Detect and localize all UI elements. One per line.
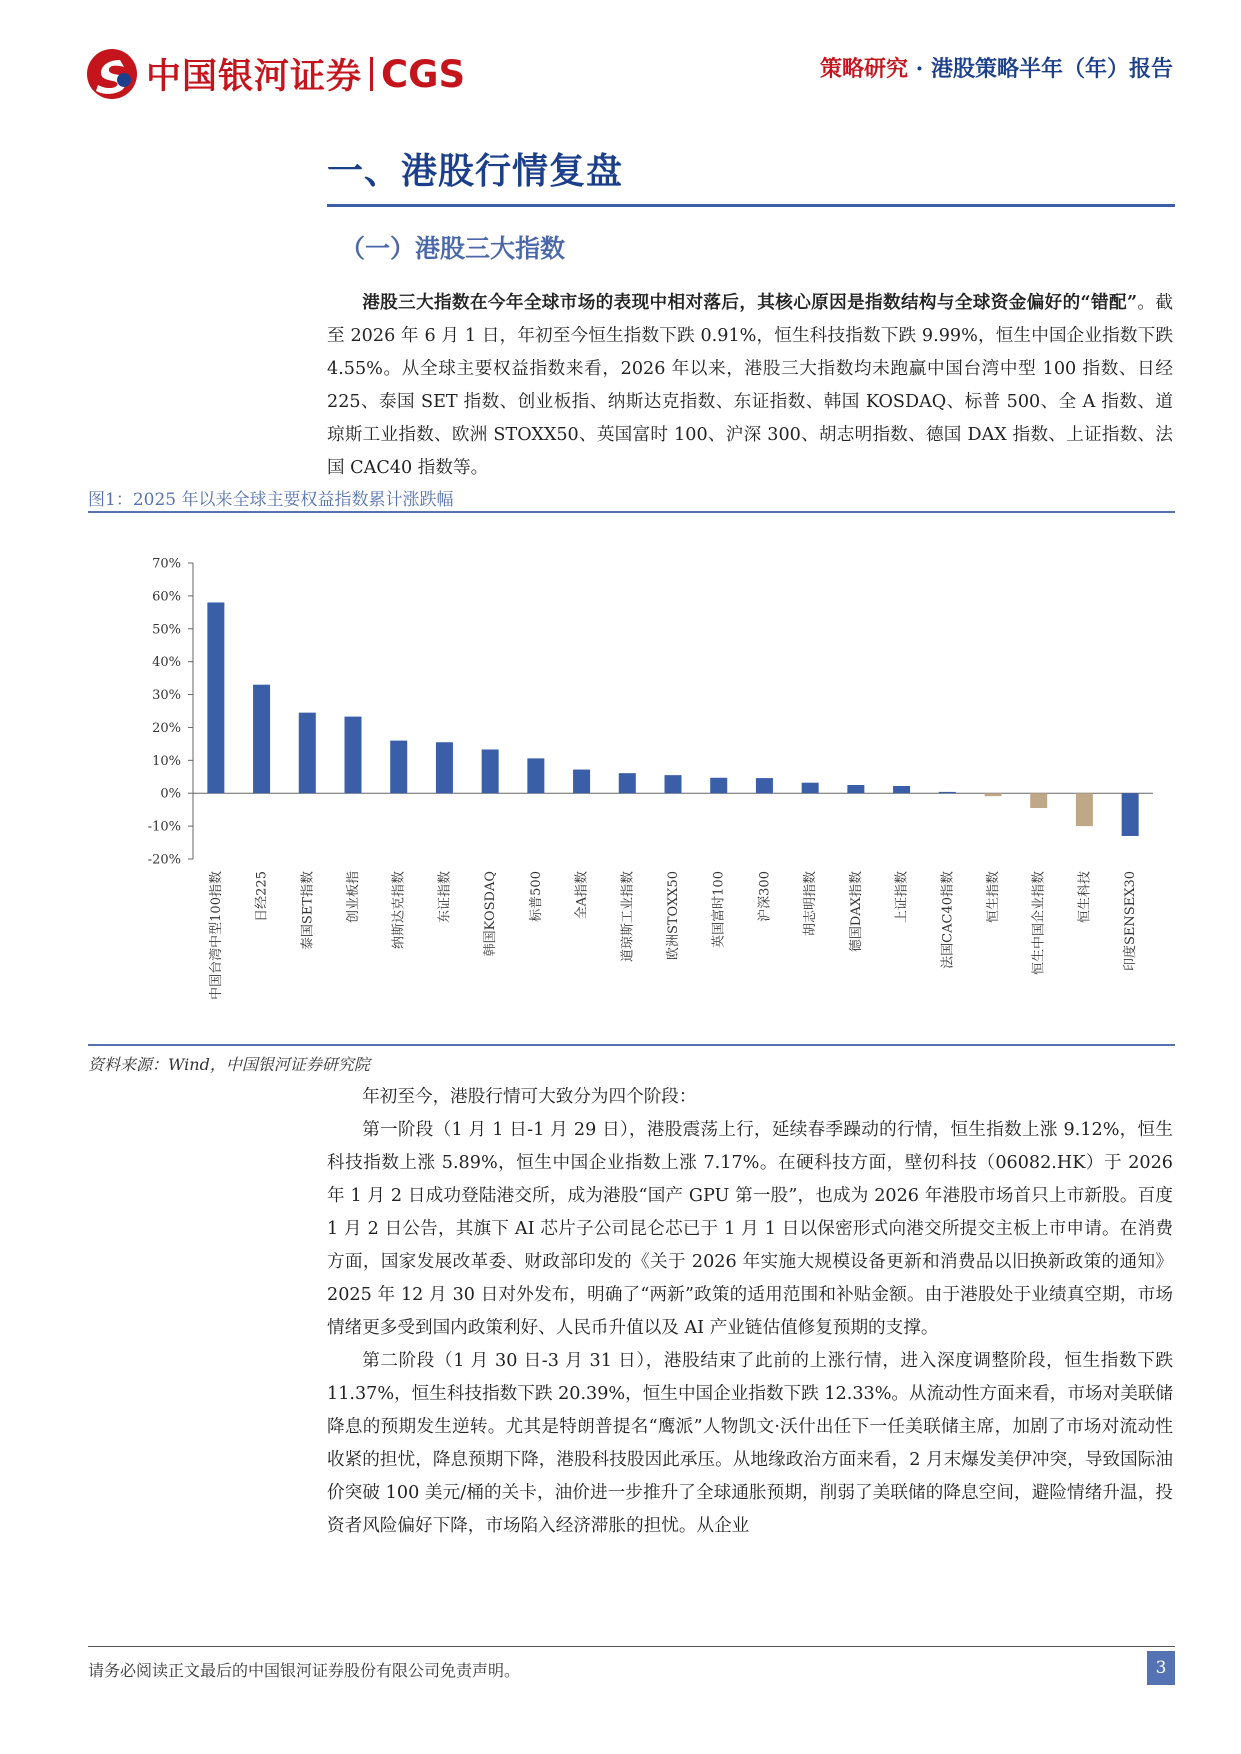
bar [893, 786, 910, 793]
report-type: 港股策略半年（年）报告 [930, 56, 1173, 82]
y-tick-label: 60% [152, 589, 181, 605]
x-tick-label: 日经225 [254, 871, 270, 922]
x-tick-label: 恒生科技 [1077, 871, 1093, 924]
intro-paragraph [327, 286, 1173, 485]
bar [1076, 793, 1093, 826]
page-number: 3 [1147, 1651, 1175, 1685]
bar [710, 778, 727, 793]
figure-source: 资料来源：Wind，中国银河证券研究院 [88, 1055, 370, 1074]
x-tick-label: 中国台湾中型100指数 [208, 871, 224, 1000]
x-tick-label: 欧洲STOXX50 [666, 871, 681, 961]
bar [253, 685, 270, 794]
x-tick-label: 全A指数 [574, 871, 590, 920]
bar [299, 713, 316, 794]
y-tick-label: 50% [152, 622, 181, 638]
bar [1030, 793, 1047, 808]
x-tick-label: 道琼斯工业指数 [620, 871, 636, 963]
intro-bold-text: 港股三大指数在今年全球市场的表现中相对落后，其核心原因是指数结构与全球资金偏好的“错配” [362, 292, 1138, 313]
x-tick-label: 纳斯达克指数 [391, 871, 407, 950]
bar [665, 775, 682, 793]
y-tick-label: 40% [152, 655, 181, 671]
bar [802, 783, 819, 794]
paragraph-stages-intro: 年初至今，港股行情可大致分为四个阶段： [362, 1087, 697, 1107]
x-tick-label: 印度SENSEX30 [1123, 871, 1139, 971]
body-text [327, 1081, 1173, 1543]
figure-bottom-rule [88, 1044, 1175, 1046]
y-tick-label: 30% [152, 688, 181, 704]
bar [482, 749, 499, 793]
bar [939, 792, 956, 793]
x-tick-label: 东证指数 [437, 871, 453, 924]
bar [619, 773, 636, 793]
logo-chinese-name: 中国银河证券 [146, 57, 363, 97]
index-performance-chart [88, 515, 1175, 1043]
y-tick-label: 70% [152, 556, 181, 572]
paragraph-stage-one: 第一阶段（1 月 1 日-1 月 29 日），港股震荡上行，延续春季躁动的行情，恒生指数上涨 9.12%，恒生科技指数上涨 5.89%，恒生中国企业指数上涨 7.17%。在硬科技方面，壁仞科技（06082.HK）于 2026 年 1 月 2 日成功登陆港交所，成为港股“国产 GPU 第一股”，也成为 2026 年港股市场首只上市新股。百度 1 月 2 日公告，其旗下 AI 芯片子公司昆仑芯已于 1 月 1 日以保密形式向港交所提交主板上市申请。在消费方面，国家发展改革委、财政部印发的《关于 2026 年实施大规模设备更新和消费品以旧换新政策的通知》2025 年 12 月 30 日对外发布，明确了“两新”政策的适用范围和补贴金额。由于港股处于业绩真空期，市场情绪更多受到国内政策利好、人民币升值以及 AI 产业链估值修复预期的支撑。 [327, 1120, 1173, 1338]
x-tick-label: 法国CAC40指数 [940, 871, 956, 969]
section-heading: 一、港股行情复盘 [327, 150, 624, 192]
paragraph-stage-two: 第二阶段（1 月 30 日-3 月 31 日），港股结束了此前的上涨行情，进入深度调整阶段，恒生指数下跌 11.37%，恒生科技指数下跌 20.39%，恒生中国企业指数下跌 12.33%。从流动性方面来看，市场对美联储降息的预期发生逆转。尤其是特朗普提名“鹰派”人物凯文·沃什出任下一任美联储主席，加剧了市场对流动性收紧的担忧，降息预期下降，港股科技股因此承压。从地缘政治方面来看，2 月末爆发美伊冲突，导致国际油价突破 100 美元/桶的关卡，油价进一步推升了全球通胀预期，削弱了美联储的降息空间，避险情绪升温，投资者风险偏好下降，市场陷入经济滞胀的担忧。从企业 [327, 1351, 1173, 1536]
footer-divider [88, 1646, 1175, 1647]
company-logo [86, 48, 465, 100]
x-tick-label: 英国富时100 [711, 871, 727, 948]
x-tick-label: 泰国SET指数 [300, 871, 316, 951]
subsection-heading: （一）港股三大指数 [340, 234, 566, 263]
bar [527, 758, 544, 793]
y-tick-label: 10% [152, 753, 181, 769]
y-tick-label: -20% [147, 852, 181, 868]
bar [207, 602, 224, 793]
bar [756, 778, 773, 793]
x-tick-label: 胡志明指数 [803, 871, 819, 937]
x-tick-label: 标普500 [528, 871, 544, 922]
bar [390, 741, 407, 794]
x-tick-label: 韩国KOSDAQ [483, 871, 499, 957]
bar [847, 785, 864, 793]
logo-english-name: CGS [381, 52, 466, 96]
logo-separator [370, 57, 373, 91]
y-tick-label: 20% [152, 720, 181, 736]
bar [573, 770, 590, 794]
footer-disclaimer: 请务必阅读正文最后的中国银河证券股份有限公司免责声明。 [88, 1661, 521, 1680]
intro-text: 。截至 2026 年 6 月 1 日，年初至今恒生指数下跌 0.91%，恒生科技指数下跌 9.99%，恒生中国企业指数下跌 4.55%。从全球主要权益指数来看，2026 年以来，港股三大指数均未跑赢中国台湾中型 100 指数、日经 225、泰国 SET 指数、创业板指、纳斯达克指数、东证指数、韩国 KOSDAQ、标普 500、全 A 指数、道琼斯工业指数、欧洲 STOXX50、英国富时 100、沪深 300、胡志明指数、德国 DAX 指数、上证指数、法国 CAC40 指数等。 [327, 293, 1173, 478]
bar [1122, 793, 1139, 836]
section-divider [327, 204, 1175, 207]
x-tick-label: 创业板指 [346, 871, 361, 924]
x-tick-label: 恒生指数 [986, 871, 1001, 924]
bar [345, 717, 362, 794]
x-tick-label: 恒生中国企业指数 [1031, 871, 1047, 976]
x-tick-label: 沪深300 [757, 871, 773, 922]
y-tick-label: 0% [160, 786, 181, 802]
cgs-logo-icon [86, 48, 138, 100]
figure-title: 图1：2025 年以来全球主要权益指数累计涨跌幅 [88, 490, 454, 510]
bar [436, 742, 453, 793]
y-tick-label: -10% [147, 819, 181, 835]
report-header [820, 52, 1173, 83]
x-tick-label: 上证指数 [894, 871, 910, 924]
header-separator: · [908, 56, 931, 82]
bar [985, 793, 1002, 796]
x-tick-label: 德国DAX指数 [848, 871, 864, 953]
report-category: 策略研究 [819, 56, 908, 82]
figure-top-rule [88, 511, 1175, 513]
